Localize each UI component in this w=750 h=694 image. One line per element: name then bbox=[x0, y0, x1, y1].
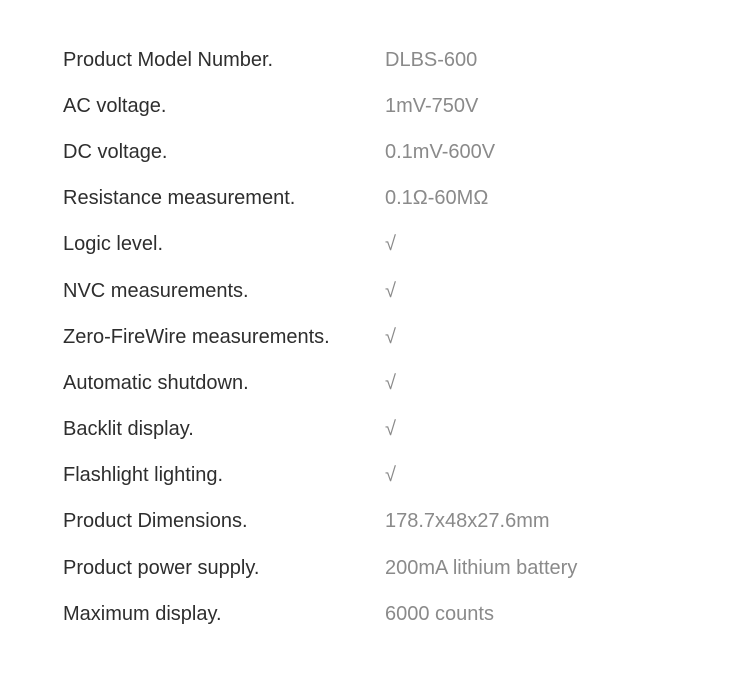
spec-row-dimensions bbox=[63, 499, 703, 545]
spec-row-auto-shutdown bbox=[63, 360, 703, 406]
spec-label: Product power supply. bbox=[63, 556, 260, 579]
spec-value: 1mV-750V bbox=[385, 94, 479, 117]
spec-row-zero-firewire bbox=[63, 314, 703, 360]
spec-label: Product Model Number. bbox=[63, 48, 274, 71]
checkmark-icon: √ bbox=[385, 279, 396, 302]
spec-label: Zero-FireWire measurements. bbox=[63, 325, 330, 348]
checkmark-icon: √ bbox=[385, 325, 396, 348]
spec-row-dc-voltage bbox=[63, 129, 703, 175]
checkmark-icon: √ bbox=[385, 464, 396, 487]
spec-value: 178.7x48x27.6mm bbox=[385, 510, 550, 533]
spec-value: 0.1Ω-60MΩ bbox=[385, 187, 489, 210]
spec-value: 0.1mV-600V bbox=[385, 140, 496, 163]
spec-row-ac-voltage bbox=[63, 83, 703, 129]
spec-label: Maximum display. bbox=[63, 602, 222, 625]
spec-label: Automatic shutdown. bbox=[63, 371, 249, 394]
spec-row-flashlight bbox=[63, 453, 703, 499]
spec-value: 200mA lithium battery bbox=[385, 556, 578, 579]
spec-label: Backlit display. bbox=[63, 418, 194, 441]
spec-label: AC voltage. bbox=[63, 94, 167, 117]
spec-row-resistance bbox=[63, 176, 703, 222]
spec-label: Resistance measurement. bbox=[63, 187, 296, 210]
checkmark-icon: √ bbox=[385, 233, 396, 256]
spec-row-backlit-display bbox=[63, 407, 703, 453]
checkmark-icon: √ bbox=[385, 371, 396, 394]
spec-label: Logic level. bbox=[63, 233, 164, 256]
spec-row-logic-level bbox=[63, 222, 703, 268]
spec-row-model-number bbox=[63, 37, 703, 83]
spec-value: 6000 counts bbox=[385, 602, 494, 625]
spec-label: DC voltage. bbox=[63, 140, 168, 163]
checkmark-icon: √ bbox=[385, 418, 396, 441]
spec-row-max-display bbox=[63, 591, 703, 637]
spec-label: Flashlight lighting. bbox=[63, 464, 224, 487]
spec-label: Product Dimensions. bbox=[63, 510, 248, 533]
spec-table bbox=[63, 37, 703, 637]
spec-row-power-supply bbox=[63, 545, 703, 591]
spec-row-nvc bbox=[63, 268, 703, 314]
spec-value: DLBS-600 bbox=[385, 48, 478, 71]
spec-label: NVC measurements. bbox=[63, 279, 249, 302]
